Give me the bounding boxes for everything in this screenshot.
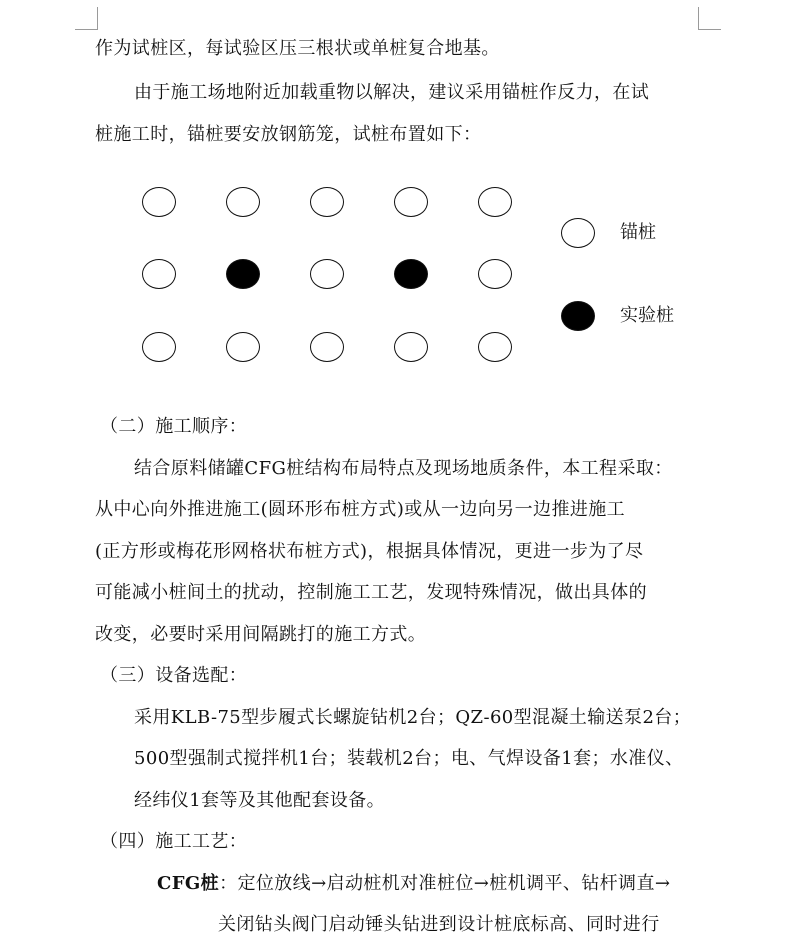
paragraph-line [157, 873, 670, 895]
cfg-pile-bold-label: CFG桩 [157, 873, 220, 894]
paragraph-line: (正方形或梅花形网格状布桩方式)，根据具体情况，更进一步为了尽 [95, 541, 644, 562]
paragraph-line: 500型强制式搅拌机1台；装载机2台；电、气焊设备1套；水准仪、 [134, 748, 684, 769]
anchor-pile-marker [142, 332, 176, 362]
page-corner-mark-right [698, 7, 721, 30]
anchor-pile-marker [226, 332, 260, 362]
legend-anchor-label: 锚桩 [620, 222, 656, 243]
test-pile-marker [394, 259, 428, 289]
section-heading-process: （四）施工工艺： [100, 831, 248, 852]
legend-test-symbol [561, 301, 595, 331]
anchor-pile-marker [226, 187, 260, 217]
paragraph-line: 采用KLB-75型步履式长螺旋钻机2台；QZ-60型混凝土输送泵2台； [134, 707, 692, 728]
paragraph-line: 作为试桩区，每试验区压三根状或单桩复合地基。 [95, 38, 500, 59]
anchor-pile-marker [142, 259, 176, 289]
anchor-pile-marker [478, 332, 512, 362]
paragraph-line: 结合原料储罐CFG桩结构布局特点及现场地质条件，本工程采取： [134, 458, 673, 479]
legend-test-label: 实验桩 [620, 305, 674, 326]
section-heading-equipment: （三）设备选配： [100, 665, 248, 686]
anchor-pile-marker [310, 332, 344, 362]
legend-anchor-symbol [561, 218, 595, 248]
anchor-pile-marker [310, 259, 344, 289]
anchor-pile-marker [142, 187, 176, 217]
test-pile-marker [226, 259, 260, 289]
anchor-pile-marker [394, 187, 428, 217]
paragraph-line: 由于施工场地附近加载重物以解决，建议采用锚桩作反力，在试 [134, 82, 650, 103]
page-corner-mark-left [75, 7, 98, 30]
paragraph-line: 关闭钻头阀门启动锤头钻进到设计桩底标高、同时进行 [218, 914, 660, 935]
paragraph-line: 从中心向外推进施工(圆环形布桩方式)或从一边向另一边推进施工 [95, 499, 626, 520]
anchor-pile-marker [478, 259, 512, 289]
anchor-pile-marker [310, 187, 344, 217]
process-text: ：定位放线→启动桩机对准桩位→桩机调平、钻杆调直→ [219, 873, 671, 894]
section-heading-sequence: （二）施工顺序： [100, 416, 248, 437]
paragraph-line: 桩施工时，锚桩要安放钢筋笼，试桩布置如下： [95, 124, 482, 145]
anchor-pile-marker [478, 187, 512, 217]
paragraph-line: 改变，必要时采用间隔跳打的施工方式。 [95, 624, 427, 645]
paragraph-line: 经纬仪1套等及其他配套设备。 [134, 790, 386, 811]
anchor-pile-marker [394, 332, 428, 362]
paragraph-line: 可能减小桩间土的扰动，控制施工工艺，发现特殊情况，做出具体的 [95, 582, 647, 603]
